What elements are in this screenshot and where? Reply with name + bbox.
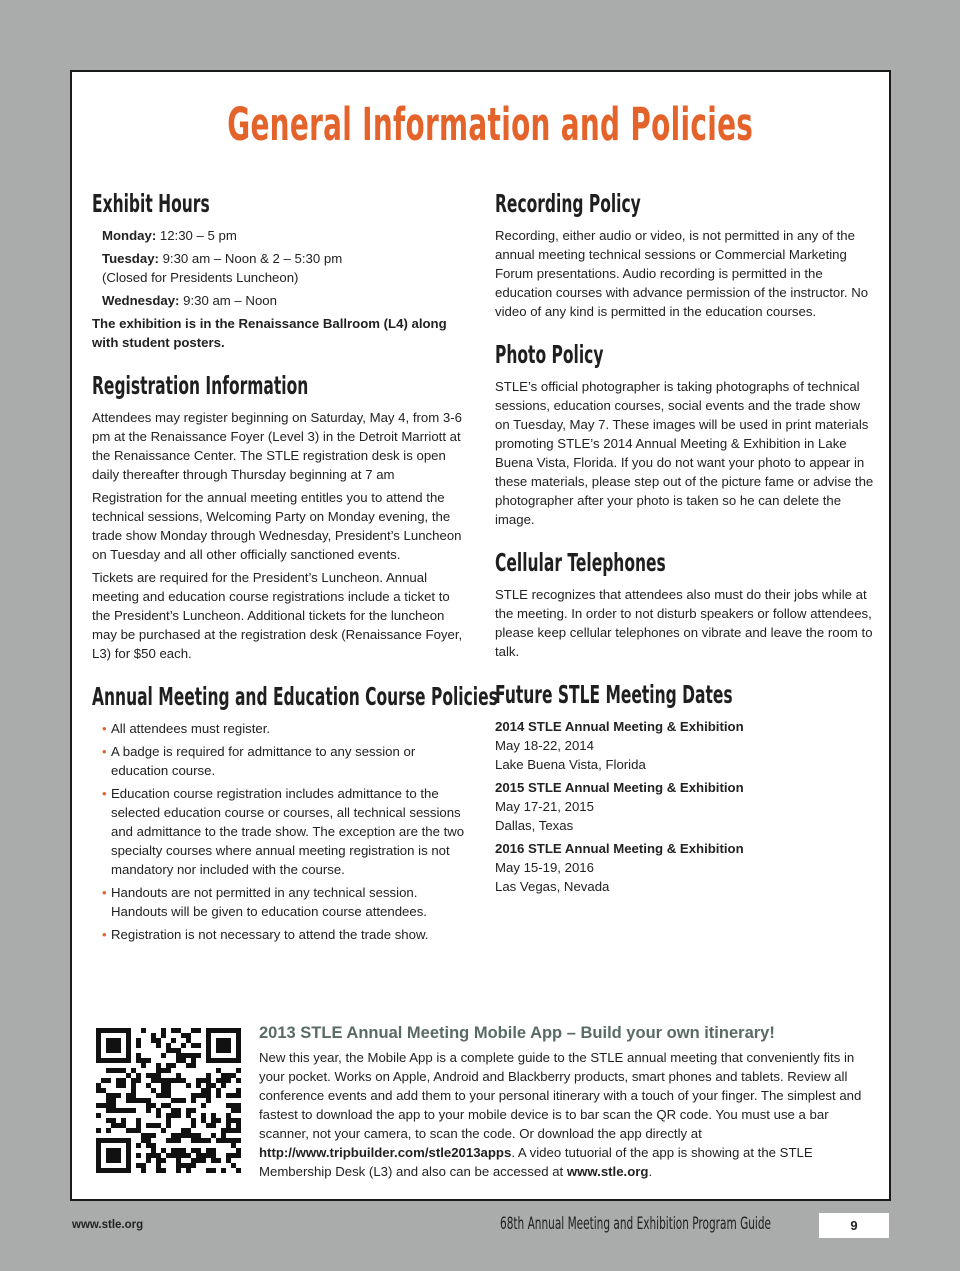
bullet-icon: • [102, 927, 107, 942]
monday-time: 12:30 – 5 pm [156, 228, 237, 243]
meeting-name: 2014 STLE Annual Meeting & Exhibition [495, 719, 744, 734]
recording-section [495, 188, 875, 321]
left-column [92, 188, 498, 962]
future-dates-section [495, 679, 875, 896]
list-item: • A badge is required for admittance to any session or education course. [102, 744, 416, 778]
meeting-name: 2015 STLE Annual Meeting & Exhibition [495, 780, 744, 795]
photo-heading: Photo Policy [495, 340, 604, 369]
policies-section [92, 681, 498, 944]
registration-paragraph-2: Registration for the annual meeting entitles you to attend the technical sessions, Welcoming Party on Monday evening, the trade show Monday through Wednesday, President’s Luncheon on Tuesday and all other officially sanctioned events. [92, 490, 462, 562]
cellular-section [495, 547, 875, 661]
cellular-heading: Cellular Telephones [495, 548, 666, 577]
list-item: • Handouts are not permitted in any technical session. Handouts will be given to education course attendees. [102, 885, 427, 919]
meeting-place: Las Vegas, Nevada [495, 879, 610, 894]
list-item: • Education course registration includes admittance to the selected education course or courses, all technical sessions and admittance to the trade show. The exception are the two specialty courses where annual meeting registration is not mandatory nor included with the course. [102, 786, 465, 877]
app-text-block [259, 1022, 871, 1181]
wednesday-time: 9:30 am – Noon [179, 293, 277, 308]
exhibit-hours-section [92, 188, 470, 352]
recording-text: Recording, either audio or video, is not permitted in any of the annual meeting technical sessions or Commercial Marketing Forum presentations. Audio recording is permitted in the education courses with advance permission of the instructor. No video of any kind is permitted in the education courses. [495, 228, 869, 319]
policies-heading: Annual Meeting and Education Course Policies [92, 682, 498, 711]
meeting-place: Dallas, Texas [495, 818, 574, 833]
mobile-app-section [92, 1022, 872, 1182]
exhibit-hours-heading: Exhibit Hours [92, 189, 210, 218]
stle-website-link[interactable]: www.stle.org [566, 1164, 649, 1179]
registration-heading: Registration Information [92, 371, 309, 400]
wednesday-label: Wednesday: [102, 293, 180, 308]
list-item: • All attendees must register. [102, 721, 271, 736]
app-description: New this year, the Mobile App is a complete guide to the STLE annual meeting that conveniently fits in your pocket. Works on Apple, Android and Blackberry products, smart phones and tablets. Review all conference events and add them to your personal itinerary with a touch of your finger. The simplest and fastest to download the app to your mobile device is to bar scan the QR code. You must use a bar scanner, not your camera, to scan the code. Or download the app directly at http://www.tripbuilder.com/stle2013apps. A video tutuorial of the app is showing at the STLE Membership Desk (L3) and also can be accessed at www.stle.org. [259, 1050, 862, 1179]
meeting-dates: May 15-19, 2016 [495, 860, 594, 875]
right-column [495, 188, 875, 914]
page-number: 9 [819, 1213, 889, 1238]
bullet-icon: • [102, 786, 107, 801]
tripbuilder-link[interactable]: http://www.tripbuilder.com/stle2013apps [259, 1145, 512, 1160]
meeting-item [495, 778, 875, 835]
meeting-dates: May 18-22, 2014 [495, 738, 594, 753]
recording-heading: Recording Policy [495, 189, 641, 218]
policies-list [92, 719, 470, 944]
list-item: • Registration is not necessary to attend the trade show. [102, 927, 429, 942]
footer-url[interactable]: www.stle.org [72, 1219, 144, 1231]
page [70, 70, 891, 1201]
photo-section [495, 339, 875, 529]
meeting-name: 2016 STLE Annual Meeting & Exhibition [495, 841, 744, 856]
meeting-dates: May 17-21, 2015 [495, 799, 594, 814]
footer-guide-title: 68th Annual Meeting and Exhibition Program Guide [500, 1214, 772, 1234]
registration-paragraph-1: Attendees may register beginning on Saturday, May 4, from 3-6 pm at the Renaissance Foyer (Level 3) in the Detroit Marriott at the Renaissance Center. The STLE registration desk is open daily thereafter through Thursday beginning at 7 am [92, 410, 462, 482]
bullet-icon: • [102, 744, 107, 759]
monday-hours [92, 226, 470, 245]
app-title: 2013 STLE Annual Meeting Mobile App – Build your own itinerary! [259, 1024, 775, 1042]
monday-label: Monday: [102, 228, 157, 243]
bullet-icon: • [102, 885, 107, 900]
cellular-text: STLE recognizes that attendees also must do their jobs while at the meeting. In order to not disturb speakers or follow attendees, please keep cellular telephones on vibrate and leave the room to talk. [495, 587, 873, 659]
tuesday-note: (Closed for Presidents Luncheon) [102, 270, 299, 285]
tuesday-label: Tuesday: [102, 251, 159, 266]
photo-text: STLE’s official photographer is taking photographs of technical sessions, education courses, social events and the trade show on Tuesday, May 7. These images will be used in print materials promoting STLE’s 2014 Annual Meeting & Exhibition in Lake Buena Vista, Florida. If you do not want your photo to appear in these materials, please step out of the picture fame or advise the photographer after your photo is taken so he can delete the image. [495, 379, 874, 527]
meeting-item [495, 717, 875, 774]
future-dates-heading: Future STLE Meeting Dates [495, 680, 733, 709]
wednesday-hours [92, 291, 470, 310]
meeting-item [495, 839, 875, 896]
registration-paragraph-3: Tickets are required for the President’s Luncheon. Annual meeting and education course registrations include a ticket to the President’s Luncheon. Additional tickets for the luncheon may be purchased at the registration desk (Renaissance Foyer, L3) for $50 each. [92, 570, 463, 661]
tuesday-time: 9:30 am – Noon & 2 – 5:30 pm [158, 251, 343, 266]
page-title: General Information and Policies [227, 98, 754, 151]
meeting-place: Lake Buena Vista, Florida [495, 757, 646, 772]
exhibition-location-note: The exhibition is in the Renaissance Ballroom (L4) along with student posters. [92, 316, 447, 350]
qr-code-icon[interactable] [96, 1028, 241, 1173]
bullet-icon: • [102, 721, 107, 736]
registration-section [92, 370, 470, 663]
tuesday-hours [92, 249, 470, 268]
